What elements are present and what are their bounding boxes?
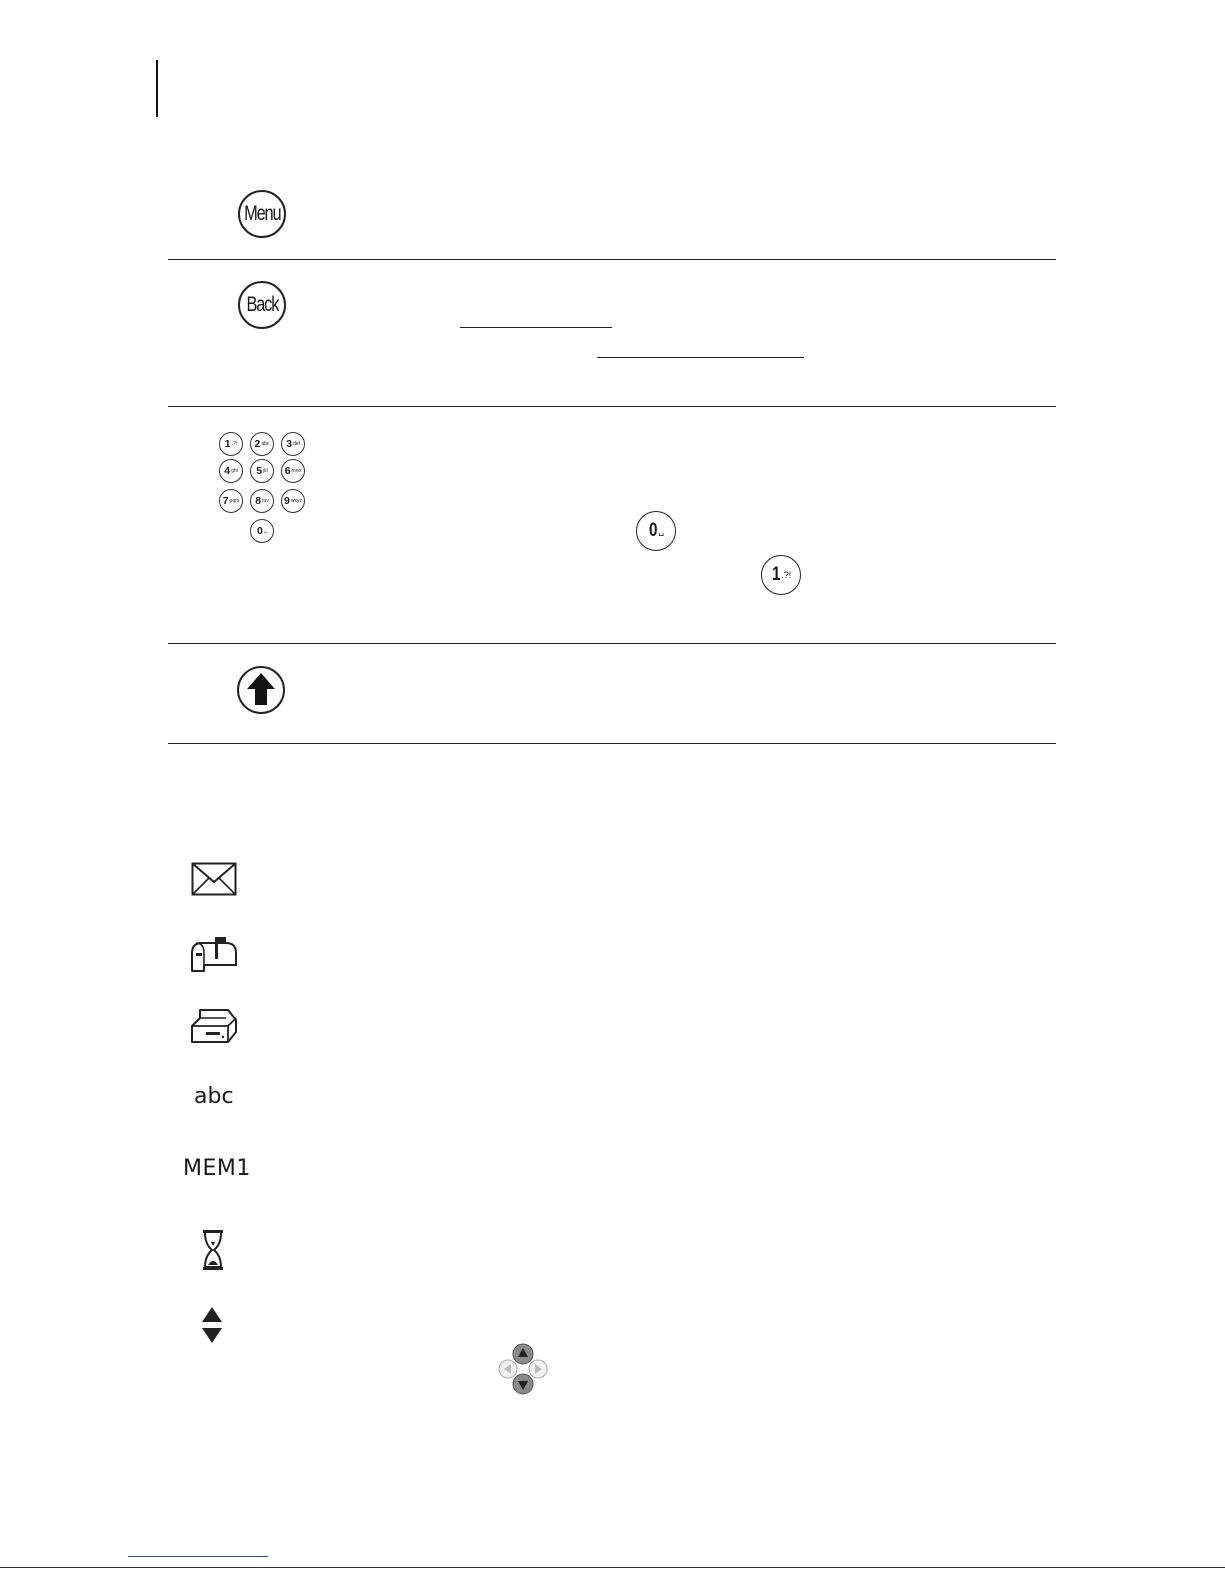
- key-9-icon: 9 wxyz: [281, 489, 305, 513]
- link-underline[interactable]: [460, 327, 612, 328]
- menu-key-icon: [238, 190, 286, 238]
- row-divider: [168, 406, 1056, 407]
- abc-mode-symbol: abc: [194, 1084, 234, 1109]
- up-down-arrows-icon: [200, 1305, 224, 1345]
- mailbox-icon: [190, 935, 238, 973]
- key-6-icon: 6 mno: [281, 459, 305, 483]
- numeric-keypad-icon: [219, 432, 309, 552]
- envelope-icon: [191, 862, 237, 896]
- key-0-inline-icon: 0 ␣: [636, 511, 676, 551]
- shift-arrow-key-icon: [236, 665, 286, 715]
- link-underline[interactable]: [597, 357, 804, 358]
- key-2-icon: 2 abc: [250, 432, 274, 456]
- back-key-label: Back: [246, 293, 278, 316]
- key-1-icon: 1 .?!: [219, 432, 243, 456]
- row-divider: [168, 259, 1056, 260]
- key-8-icon: 8 tuv: [250, 489, 274, 513]
- key-5-icon: 5 jkl: [250, 459, 274, 483]
- key-1-inline-icon: 1 .?!: [761, 555, 801, 595]
- row-divider: [168, 743, 1056, 744]
- footer-link-underline[interactable]: [128, 1556, 268, 1557]
- navigation-pad-icon: [497, 1342, 549, 1396]
- back-key-icon: [238, 281, 286, 329]
- row-divider: [168, 643, 1056, 644]
- mem-indicator-symbol: MEM1: [183, 1156, 251, 1181]
- hourglass-icon: [200, 1228, 226, 1272]
- key-7-icon: 7 pqrs: [219, 489, 243, 513]
- footer-rule: [0, 1567, 1225, 1568]
- menu-key-label: Menu: [243, 202, 281, 225]
- key-0-icon: 0 ␣: [250, 519, 274, 543]
- fax-machine-icon: [190, 1006, 238, 1044]
- margin-bar: [156, 60, 158, 117]
- key-4-icon: 4 ghi: [219, 459, 243, 483]
- key-3-icon: 3 def: [281, 432, 305, 456]
